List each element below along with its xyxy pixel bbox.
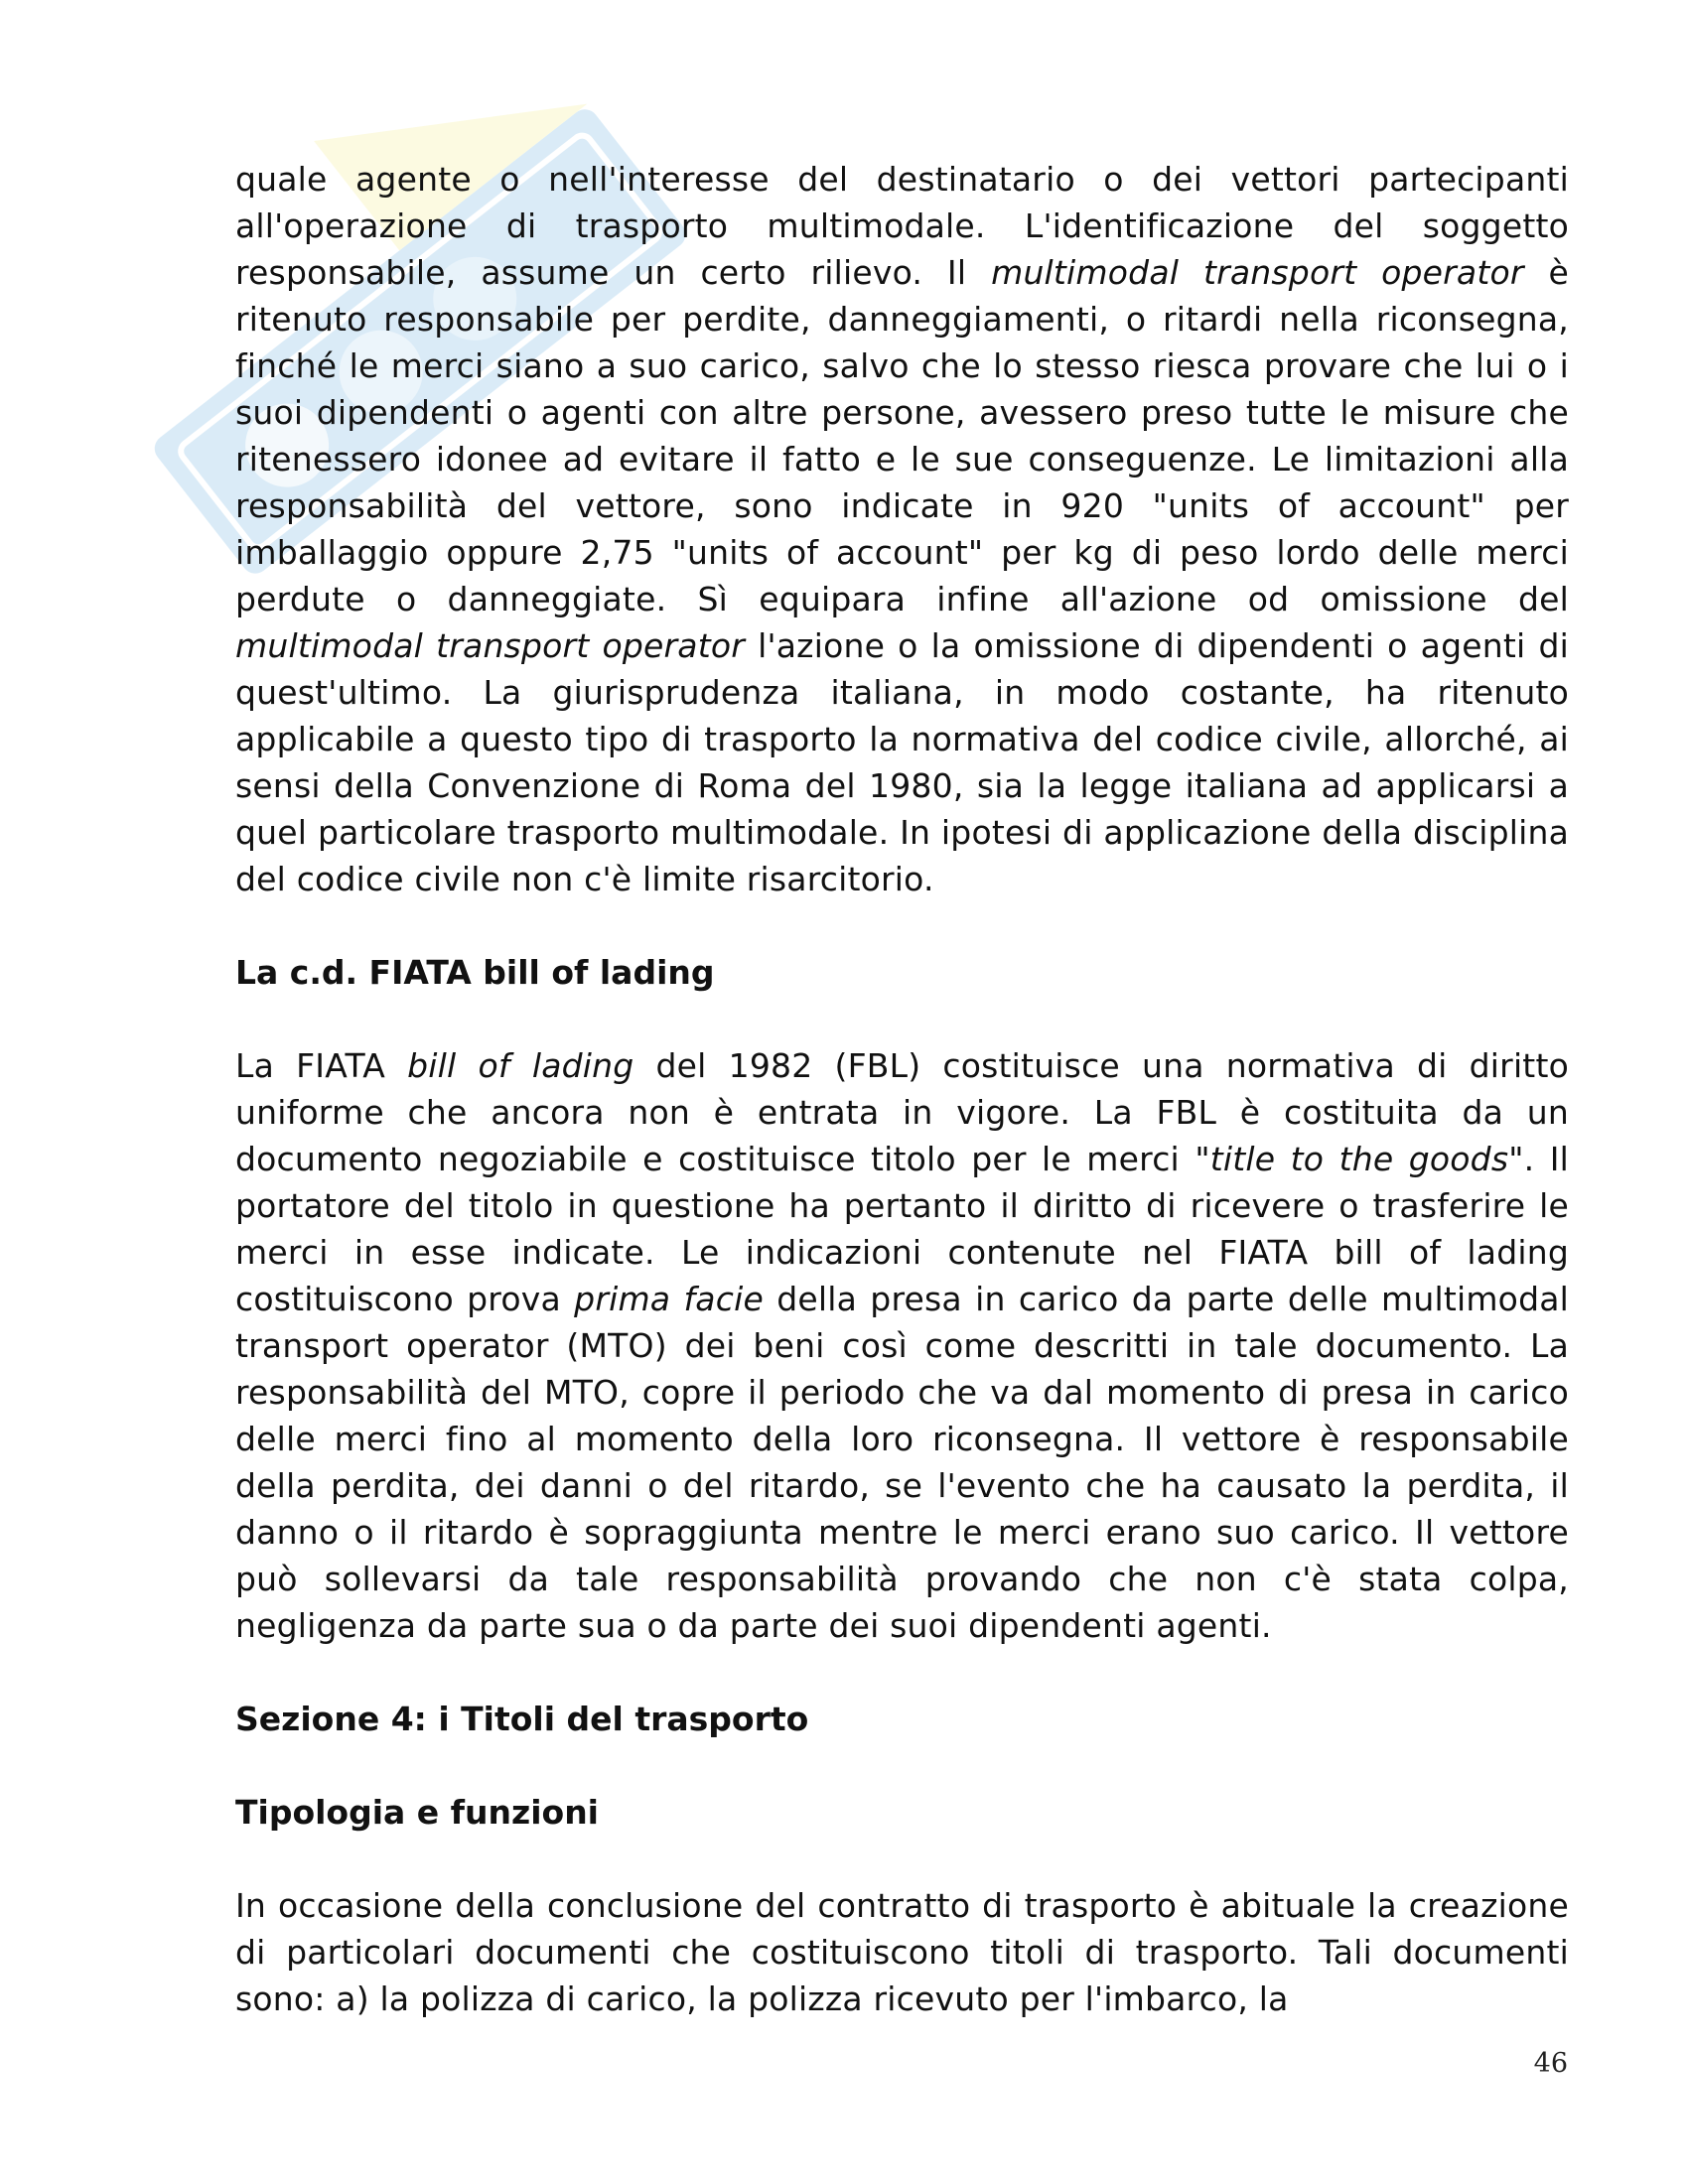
italic-term: multimodal transport operator [991, 253, 1524, 292]
document-body [235, 156, 1569, 2022]
tipologia-paragraph: In occasione della conclusione del contratto di trasporto è abituale la creazione di particolari documenti che costituiscono titoli di trasporto. Tali documenti sono: a) la polizza di carico, la polizza ricevuto per l'imbarco, la [235, 1886, 1569, 2018]
section-4-heading: Sezione 4: i Titoli del trasporto [235, 1700, 809, 1738]
spacer [235, 902, 1569, 949]
page-number: 46 [1533, 2048, 1568, 2079]
text-run: l'azione o la omissione di dipendenti o agenti di quest'ultimo. La giurisprudenza italiana, in modo costante, ha ritenuto applicabile a questo tipo di trasporto la normativa del codice civile, allorché, ai sensi della Convenzione di Roma del 1980, sia la legge italiana ad applicarsi a quel particolare trasporto multimodale. In ipotesi di applicazione della disciplina del codice civile non c'è limite risarcitorio. [235, 626, 1569, 898]
italic-term: bill of lading [407, 1046, 634, 1085]
text-run: quale agente o nell'interesse del destinatario o dei vettori partecipanti all'operazione di trasporto multimodale. L'identificazione del soggetto responsabile, assume un certo rilievo. Il [235, 160, 1569, 292]
italic-term: title to the goods [1209, 1140, 1509, 1178]
spacer [235, 1836, 1569, 1882]
text-run: La FIATA [235, 1046, 408, 1085]
text-run: del 1982 (FBL) costituisce una normativa di diritto uniforme che ancora non è entrata in vigore. La FBL è costituita da un documento negoziabile e costituisce titolo per le merci " [235, 1046, 1569, 1178]
fiata-heading: La c.d. FIATA bill of lading [235, 953, 715, 992]
spacer [235, 1742, 1569, 1789]
tipologia-heading: Tipologia e funzioni [235, 1793, 599, 1832]
text-run: ". Il portatore del titolo in questione ha pertanto il diritto di ricevere o trasferire le merci in esse indicate. Le indicazioni contenute nel FIATA bill of lading costituiscono prova [235, 1140, 1569, 1318]
italic-term: multimodal transport operator [235, 626, 746, 665]
spacer [235, 1649, 1569, 1696]
spacer [235, 996, 1569, 1042]
text-run: è ritenuto responsabile per perdite, danneggiamenti, o ritardi nella riconsegna, finché le merci siano a suo carico, salvo che lo stesso riesca provare che lui o i suoi dipendenti o agenti con altre persone, avessero preso tutte le misure che ritenessero idonee ad evitare il fatto e le sue conseguenze. Le limitazioni alla responsabilità del vettore, sono indicate in 920 "units of account" per imballaggio oppure 2,75 "units of account" per kg di peso lordo delle merci perdute o danneggiate. Sì equipara infine all'azione od omissione del [235, 253, 1570, 618]
intro-paragraph [235, 156, 1569, 902]
italic-term: prima facie [574, 1280, 764, 1318]
fiata-paragraph [235, 1042, 1569, 1649]
text-run: della presa in carico da parte delle multimodal transport operator (MTO) dei beni così come descritti in tale documento. La responsabilità del MTO, copre il periodo che va dal momento di presa in carico delle merci fino al momento della loro riconsegna. Il vettore è responsabile della perdita, dei danni o del ritardo, se l'evento che ha causato la perdita, il danno o il ritardo è sopraggiunta mentre le merci erano suo carico. Il vettore può sollevarsi da tale responsabilità provando che non c'è stata colpa, negligenza da parte sua o da parte dei suoi dipendenti agenti. [235, 1280, 1570, 1645]
